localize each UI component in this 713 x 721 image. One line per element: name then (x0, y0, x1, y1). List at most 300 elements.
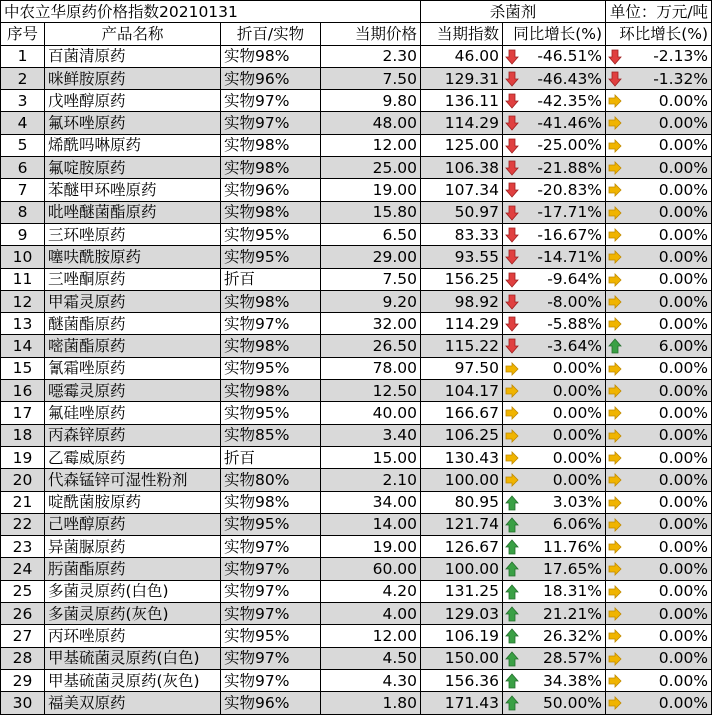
mom-change: 0.00% (658, 470, 709, 489)
arrow-right-icon (608, 495, 622, 511)
current-index: 171.43 (421, 692, 503, 714)
product-spec: 实物98% (221, 134, 321, 156)
mom-change-cell (606, 313, 712, 335)
arrow-right-icon (608, 115, 622, 131)
mom-change-cell (606, 513, 712, 535)
current-price: 7.50 (321, 67, 421, 89)
current-index: 129.31 (421, 67, 503, 89)
mom-change: 0.00% (658, 626, 709, 645)
mom-change-cell (606, 380, 712, 402)
arrow-down-icon (505, 294, 519, 310)
mom-change-cell (606, 491, 712, 513)
yoy-change: 3.03% (552, 493, 603, 512)
arrow-up-icon (505, 584, 519, 600)
mom-change: 0.00% (658, 448, 709, 467)
arrow-right-icon (608, 182, 622, 198)
yoy-change-cell (503, 157, 606, 179)
yoy-change: -14.71% (537, 247, 603, 266)
row-number: 9 (1, 223, 45, 245)
arrow-right-icon (505, 383, 519, 399)
product-name: 噁霉灵原药 (45, 380, 221, 402)
product-spec: 实物98% (221, 290, 321, 312)
yoy-change: 0.00% (552, 448, 603, 467)
product-spec: 折百 (221, 268, 321, 290)
yoy-change-cell (503, 313, 606, 335)
arrow-right-icon (608, 93, 622, 109)
arrow-down-icon (505, 138, 519, 154)
mom-change: 0.00% (658, 537, 709, 556)
row-number: 6 (1, 157, 45, 179)
current-index: 126.67 (421, 536, 503, 558)
mom-change-cell (606, 67, 712, 89)
arrow-right-icon (608, 160, 622, 176)
current-index: 156.36 (421, 669, 503, 691)
table-row (1, 402, 712, 424)
row-number: 20 (1, 469, 45, 491)
table-row (1, 357, 712, 379)
current-index: 114.29 (421, 313, 503, 335)
yoy-change: 6.06% (552, 515, 603, 534)
arrow-right-icon (608, 428, 622, 444)
current-price: 34.00 (321, 491, 421, 513)
current-index: 107.34 (421, 179, 503, 201)
row-number: 14 (1, 335, 45, 357)
arrow-right-icon (608, 628, 622, 644)
arrow-right-icon (608, 584, 622, 600)
arrow-up-icon (505, 539, 519, 555)
product-name: 多菌灵原药(灰色) (45, 603, 221, 625)
table-row (1, 90, 712, 112)
arrow-up-icon (608, 338, 622, 354)
yoy-change-cell (503, 491, 606, 513)
arrow-right-icon (505, 405, 519, 421)
table-row (1, 603, 712, 625)
mom-change: 0.00% (658, 426, 709, 445)
header-spec: 折百/实物 (221, 23, 321, 45)
mom-change-cell (606, 201, 712, 223)
product-spec: 实物98% (221, 380, 321, 402)
product-spec: 实物96% (221, 692, 321, 714)
row-number: 3 (1, 90, 45, 112)
current-index: 100.00 (421, 558, 503, 580)
table-row (1, 246, 712, 268)
arrow-down-icon (505, 71, 519, 87)
current-index: 100.00 (421, 469, 503, 491)
arrow-right-icon (608, 517, 622, 533)
product-spec: 实物97% (221, 669, 321, 691)
product-spec: 实物97% (221, 536, 321, 558)
row-number: 28 (1, 647, 45, 669)
table-row (1, 647, 712, 669)
arrow-down-icon (505, 338, 519, 354)
product-name: 丙环唑原药 (45, 625, 221, 647)
row-number: 10 (1, 246, 45, 268)
mom-change-cell (606, 692, 712, 714)
arrow-right-icon (608, 405, 622, 421)
unit-label: 单位：万元/吨 (606, 1, 712, 23)
mom-change: 0.00% (658, 314, 709, 333)
arrow-down-icon (505, 316, 519, 332)
row-number: 5 (1, 134, 45, 156)
current-price: 4.30 (321, 669, 421, 691)
mom-change-cell (606, 290, 712, 312)
table-row (1, 469, 712, 491)
current-price: 14.00 (321, 513, 421, 535)
current-price: 19.00 (321, 536, 421, 558)
mom-change-cell (606, 357, 712, 379)
arrow-up-icon (505, 561, 519, 577)
table-row (1, 112, 712, 134)
current-index: 106.25 (421, 424, 503, 446)
mom-change-cell (606, 90, 712, 112)
row-number: 24 (1, 558, 45, 580)
title-row (1, 1, 712, 23)
arrow-right-icon (505, 361, 519, 377)
product-spec: 实物98% (221, 335, 321, 357)
product-name: 多菌灵原药(白色) (45, 580, 221, 602)
yoy-change-cell (503, 223, 606, 245)
yoy-change-cell (503, 580, 606, 602)
yoy-change: 34.38% (542, 671, 603, 690)
row-number: 1 (1, 45, 45, 67)
product-spec: 实物95% (221, 223, 321, 245)
table-row (1, 513, 712, 535)
arrow-right-icon (608, 294, 622, 310)
current-price: 26.50 (321, 335, 421, 357)
product-spec: 实物97% (221, 112, 321, 134)
mom-change-cell (606, 647, 712, 669)
product-spec: 实物80% (221, 469, 321, 491)
yoy-change: 0.00% (552, 403, 603, 422)
yoy-change: 26.32% (542, 626, 603, 645)
table-row (1, 380, 712, 402)
yoy-change-cell (503, 290, 606, 312)
row-number: 12 (1, 290, 45, 312)
arrow-right-icon (505, 472, 519, 488)
yoy-change-cell (503, 268, 606, 290)
mom-change-cell (606, 246, 712, 268)
arrow-right-icon (608, 651, 622, 667)
current-index: 50.97 (421, 201, 503, 223)
current-price: 9.80 (321, 90, 421, 112)
arrow-down-icon (505, 272, 519, 288)
table-row (1, 179, 712, 201)
header-no: 序号 (1, 23, 45, 45)
product-name: 百菌清原药 (45, 45, 221, 67)
product-spec: 实物96% (221, 67, 321, 89)
mom-change: 0.00% (658, 181, 709, 200)
arrow-right-icon (608, 205, 622, 221)
product-name: 肟菌酯原药 (45, 558, 221, 580)
table-row (1, 625, 712, 647)
table-row (1, 446, 712, 468)
arrow-up-icon (505, 606, 519, 622)
row-number: 2 (1, 67, 45, 89)
table-row (1, 45, 712, 67)
current-price: 7.50 (321, 268, 421, 290)
mom-change: 0.00% (658, 493, 709, 512)
yoy-change-cell (503, 246, 606, 268)
mom-change: 0.00% (658, 136, 709, 155)
arrow-up-icon (505, 517, 519, 533)
product-name: 丙森锌原药 (45, 424, 221, 446)
arrow-down-icon (505, 49, 519, 65)
mom-change: 0.00% (658, 359, 709, 378)
mom-change-cell (606, 45, 712, 67)
current-price: 15.80 (321, 201, 421, 223)
current-index: 156.25 (421, 268, 503, 290)
current-price: 15.00 (321, 446, 421, 468)
table-row (1, 223, 712, 245)
yoy-change-cell (503, 335, 606, 357)
product-spec: 实物97% (221, 647, 321, 669)
product-spec: 实物85% (221, 424, 321, 446)
arrow-up-icon (505, 651, 519, 667)
current-index: 130.43 (421, 446, 503, 468)
mom-change: 0.00% (658, 270, 709, 289)
mom-change-cell (606, 536, 712, 558)
mom-change: 0.00% (658, 671, 709, 690)
yoy-change: 50.00% (542, 693, 603, 712)
arrow-right-icon (608, 472, 622, 488)
product-spec: 实物98% (221, 157, 321, 179)
row-number: 16 (1, 380, 45, 402)
yoy-change-cell (503, 380, 606, 402)
yoy-change: -17.71% (537, 203, 603, 222)
yoy-change-cell (503, 669, 606, 691)
row-number: 23 (1, 536, 45, 558)
yoy-change-cell (503, 692, 606, 714)
arrow-right-icon (608, 138, 622, 154)
table-row (1, 491, 712, 513)
yoy-change: 0.00% (552, 359, 603, 378)
current-index: 115.22 (421, 335, 503, 357)
row-number: 22 (1, 513, 45, 535)
mom-change-cell (606, 625, 712, 647)
table-row (1, 67, 712, 89)
table-row (1, 558, 712, 580)
current-index: 114.29 (421, 112, 503, 134)
arrow-down-icon (505, 227, 519, 243)
current-index: 136.11 (421, 90, 503, 112)
product-spec: 实物98% (221, 491, 321, 513)
product-name: 醚菌酯原药 (45, 313, 221, 335)
product-name: 福美双原药 (45, 692, 221, 714)
yoy-change: 0.00% (552, 381, 603, 400)
yoy-change-cell (503, 134, 606, 156)
current-index: 125.00 (421, 134, 503, 156)
arrow-right-icon (608, 249, 622, 265)
yoy-change: -21.88% (537, 158, 603, 177)
yoy-change-cell (503, 446, 606, 468)
mom-change: 0.00% (658, 403, 709, 422)
mom-change-cell (606, 112, 712, 134)
yoy-change-cell (503, 67, 606, 89)
header-yoy: 同比增长(%) (503, 23, 606, 45)
arrow-down-icon (505, 182, 519, 198)
current-price: 2.10 (321, 469, 421, 491)
row-number: 25 (1, 580, 45, 602)
arrow-up-icon (505, 695, 519, 711)
yoy-change-cell (503, 424, 606, 446)
table-row (1, 313, 712, 335)
mom-change: 6.00% (658, 337, 709, 356)
row-number: 13 (1, 313, 45, 335)
yoy-change-cell (503, 179, 606, 201)
mom-change: 0.00% (658, 114, 709, 133)
product-spec: 折百 (221, 446, 321, 468)
current-index: 97.50 (421, 357, 503, 379)
yoy-change: -9.64% (547, 270, 603, 289)
current-index: 98.92 (421, 290, 503, 312)
yoy-change: 18.31% (542, 582, 603, 601)
table-row (1, 201, 712, 223)
yoy-change-cell (503, 647, 606, 669)
header-name: 产品名称 (45, 23, 221, 45)
arrow-down-icon (608, 49, 622, 65)
yoy-change: 17.65% (542, 560, 603, 579)
mom-change-cell (606, 223, 712, 245)
arrow-right-icon (608, 606, 622, 622)
mom-change-cell (606, 268, 712, 290)
mom-change-cell (606, 446, 712, 468)
current-price: 9.20 (321, 290, 421, 312)
row-number: 21 (1, 491, 45, 513)
product-name: 异菌脲原药 (45, 536, 221, 558)
yoy-change: 28.57% (542, 649, 603, 668)
arrow-right-icon (608, 272, 622, 288)
mom-change-cell (606, 469, 712, 491)
product-spec: 实物96% (221, 179, 321, 201)
current-index: 80.95 (421, 491, 503, 513)
mom-change: 0.00% (658, 649, 709, 668)
table-row (1, 536, 712, 558)
yoy-change: -5.88% (547, 314, 603, 333)
product-name: 氟环唑原药 (45, 112, 221, 134)
mom-change-cell (606, 179, 712, 201)
current-price: 25.00 (321, 157, 421, 179)
mom-change-cell (606, 424, 712, 446)
category-label: 杀菌剂 (421, 1, 606, 23)
yoy-change-cell (503, 625, 606, 647)
arrow-right-icon (505, 450, 519, 466)
product-name: 氰霜唑原药 (45, 357, 221, 379)
table-row (1, 134, 712, 156)
product-name: 甲基硫菌灵原药(白色) (45, 647, 221, 669)
current-price: 3.40 (321, 424, 421, 446)
mom-change-cell (606, 558, 712, 580)
product-spec: 实物97% (221, 90, 321, 112)
product-spec: 实物97% (221, 313, 321, 335)
current-price: 1.80 (321, 692, 421, 714)
row-number: 26 (1, 603, 45, 625)
arrow-right-icon (608, 695, 622, 711)
yoy-change: -20.83% (537, 181, 603, 200)
mom-change: 0.00% (658, 604, 709, 623)
arrow-right-icon (608, 316, 622, 332)
yoy-change: 0.00% (552, 470, 603, 489)
product-spec: 实物95% (221, 246, 321, 268)
arrow-up-icon (505, 495, 519, 511)
product-spec: 实物98% (221, 201, 321, 223)
current-index: 106.38 (421, 157, 503, 179)
table-row (1, 335, 712, 357)
product-name: 氟啶胺原药 (45, 157, 221, 179)
yoy-change-cell (503, 469, 606, 491)
current-index: 93.55 (421, 246, 503, 268)
arrow-right-icon (608, 673, 622, 689)
mom-change-cell (606, 603, 712, 625)
mom-change-cell (606, 669, 712, 691)
arrow-right-icon (608, 450, 622, 466)
arrow-right-icon (505, 428, 519, 444)
yoy-change: 0.00% (552, 426, 603, 445)
current-price: 6.50 (321, 223, 421, 245)
yoy-change: -46.43% (537, 69, 603, 88)
arrow-up-icon (505, 628, 519, 644)
current-index: 121.74 (421, 513, 503, 535)
arrow-right-icon (608, 539, 622, 555)
yoy-change-cell (503, 402, 606, 424)
product-name: 乙霉威原药 (45, 446, 221, 468)
current-index: 104.17 (421, 380, 503, 402)
mom-change: 0.00% (658, 560, 709, 579)
mom-change: 0.00% (658, 158, 709, 177)
current-price: 2.30 (321, 45, 421, 67)
row-number: 18 (1, 424, 45, 446)
mom-change: 0.00% (658, 693, 709, 712)
product-spec: 实物95% (221, 357, 321, 379)
yoy-change-cell (503, 45, 606, 67)
current-index: 131.25 (421, 580, 503, 602)
product-spec: 实物95% (221, 402, 321, 424)
current-price: 48.00 (321, 112, 421, 134)
arrow-down-icon (505, 249, 519, 265)
yoy-change: -41.46% (537, 114, 603, 133)
current-price: 4.00 (321, 603, 421, 625)
mom-change: 0.00% (658, 515, 709, 534)
sheet-title: 中农立华原药价格指数20210131 (1, 1, 421, 23)
current-price: 29.00 (321, 246, 421, 268)
row-number: 8 (1, 201, 45, 223)
product-name: 噻呋酰胺原药 (45, 246, 221, 268)
row-number: 19 (1, 446, 45, 468)
mom-change: -2.13% (653, 47, 709, 66)
arrow-right-icon (608, 361, 622, 377)
yoy-change: -46.51% (537, 47, 603, 66)
product-spec: 实物95% (221, 625, 321, 647)
product-name: 戊唑醇原药 (45, 90, 221, 112)
yoy-change: -8.00% (547, 292, 603, 311)
current-price: 4.50 (321, 647, 421, 669)
table-row (1, 424, 712, 446)
product-spec: 实物97% (221, 558, 321, 580)
product-name: 烯酰吗啉原药 (45, 134, 221, 156)
product-name: 己唑醇原药 (45, 513, 221, 535)
header-mom: 环比增长(%) (606, 23, 712, 45)
product-name: 吡唑醚菌酯原药 (45, 201, 221, 223)
yoy-change-cell (503, 558, 606, 580)
current-price: 12.00 (321, 625, 421, 647)
arrow-down-icon (505, 160, 519, 176)
current-index: 150.00 (421, 647, 503, 669)
mom-change: 0.00% (658, 203, 709, 222)
product-spec: 实物97% (221, 603, 321, 625)
yoy-change: -16.67% (537, 225, 603, 244)
arrow-down-icon (505, 115, 519, 131)
current-price: 12.00 (321, 134, 421, 156)
row-number: 27 (1, 625, 45, 647)
